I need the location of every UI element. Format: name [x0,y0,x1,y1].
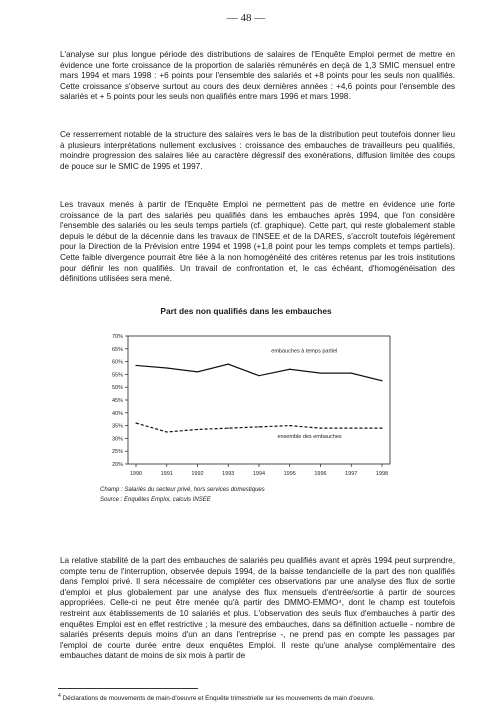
x-tick-label: 1991 [160,471,173,477]
data-point [320,373,321,374]
y-tick-label: 45% [111,398,123,404]
x-tick-label: 1990 [129,471,143,477]
chart-source-note: Source : Enquêtes Emploi, calculs INSEE [100,497,211,503]
y-tick-label: 40% [111,410,123,417]
data-point [166,431,167,432]
x-tick-label: 1992 [191,471,204,477]
data-point [258,426,259,427]
series-line-part-time [136,364,382,381]
x-tick-label: 1996 [314,471,327,477]
data-point [289,425,290,426]
y-tick-label: 55% [111,372,123,379]
x-tick-label: 1998 [375,471,389,477]
x-tick-label: 1995 [283,471,296,477]
x-tick-label: 1997 [345,471,358,477]
series-line-all-hires [136,423,382,432]
footnote [58,693,375,702]
series-label-part-time: embauches à temps partiel [271,348,338,355]
data-point [166,367,167,368]
data-point [135,365,136,366]
data-point [381,428,382,429]
y-tick-label: 35% [111,423,123,430]
data-point [228,428,229,429]
y-tick-label: 50% [111,385,123,392]
paragraph-relative-stability: La relative stabilité de la part des embauches de salariés peu qualifiés avant et après 1994 peut surprendre, compte tenu de l'interruption, observée depuis 1994, de la baisse tendancielle de la part des non qualifiés dans l'emploi privé. Il sera nécessaire de compléter ces observations par une analyse des flux de sortie d'emploi et plus globalement par une analyse des flux mensuels d'entrée/sortie à partir de sources appropriées. Celle-ci ne peut être menée qu'à partir des DMMO-EMMO⁴, dont le champ est toutefois restreint aux établissements de 10 salariés et plus. L'observation des seuls flux d'embauches à partir des enquêtes Emploi est en effet restrictive ; la mesure des embauches, dans sa définition actuelle - nombre de salariés présents depuis moins d'un an dans l'entreprise -, ne prend pas en compte les passages par l'emploi de courte durée entre deux enquêtes Emploi. Il reste qu'une analyse complémentaire des embauches datant de moins de six mois à partir de [60,556,455,661]
data-point [320,428,321,429]
line-chart [100,328,405,480]
data-point [135,422,136,423]
y-tick-label: 60% [111,359,123,366]
paragraph-interpretations: Ce resserrement notable de la structure des salaires vers le bas de la distribution peut toutefois donner lieu à plusieurs interprétations nullement exclusives : croissance des embauches de travailleurs peu qualifiés, moindre progression des salaires liée au caractère dégressif des exonérations, diffusion limitée des coups de pouce sur le SMIC de 1995 et 1997. [60,130,455,171]
footnote-mark: 4 [58,693,61,699]
series-label-all-hires: ensemble des embauches [277,433,342,440]
chart-title: Part des non qualifiés dans les embauches [160,306,332,316]
data-point [197,371,198,372]
y-tick-label: 30% [111,436,123,443]
plot-frame [128,336,390,464]
x-tick-label: 1994 [252,471,266,477]
y-tick-label: 20% [111,462,123,468]
data-point [197,429,198,430]
data-point [228,364,229,365]
footnote-rule [58,688,198,689]
y-tick-label: 65% [111,346,123,353]
y-tick-label: 25% [111,449,123,456]
y-tick-label: 70% [111,334,123,340]
data-point [381,380,382,381]
chart-field-note: Champ : Salariés du secteur privé, hors services domestiques [100,487,265,493]
data-point [351,373,352,374]
page-number: — 48 — [226,12,266,24]
data-point [258,375,259,376]
footnote-text: Déclarations de mouvements de main-d'oeuvre et Enquête trimestrielle sur les mouvements de main d'oeuvre. [62,695,375,703]
x-tick-label: 1993 [222,471,235,477]
paragraph-salary-distribution: L'analyse sur plus longue période des distributions de salaires de l'Enquête Emploi permet de mettre en évidence une forte croissance de la proportion de salariés rémunérés en deçà de 1,3 SMIC mensuel entre mars 1994 et mars 1998 : +6 points pour l'ensemble des salariés et +8 points pour les seuls non qualifiés. Cette croissance s'observe surtout au cours des deux dernières années : +4,6 points pour l'ensemble des salariés et + 5 points pour les seuls non qualifiés entre mars 1996 et mars 1998. [60,50,455,102]
data-point [351,428,352,429]
data-point [289,369,290,370]
paragraph-enquete-emploi: Les travaux menés à partir de l'Enquête Emploi ne permettent pas de mettre en évidence une forte croissance de la part des salariés peu qualifiés dans les embauches après 1994, que l'on considère l'ensemble des salariés ou les seuls temps partiels (cf. graphique). Cette part, qui reste globalement stable depuis le début de la décennie dans les travaux de l'INSEE et de la DARES, s'accroît toutefois légèrement pour la Direction de la Prévision entre 1994 et 1998 (+1,8 point pour les temps complets et temps partiels). Cette faible divergence pourrait être liée à la non homogénéité des critères retenus par les trois institutions pour définir les non qualifiés. Un travail de confrontation et, le cas échéant, d'homogénéisation des définitions utilisées sera mené. [60,200,455,284]
